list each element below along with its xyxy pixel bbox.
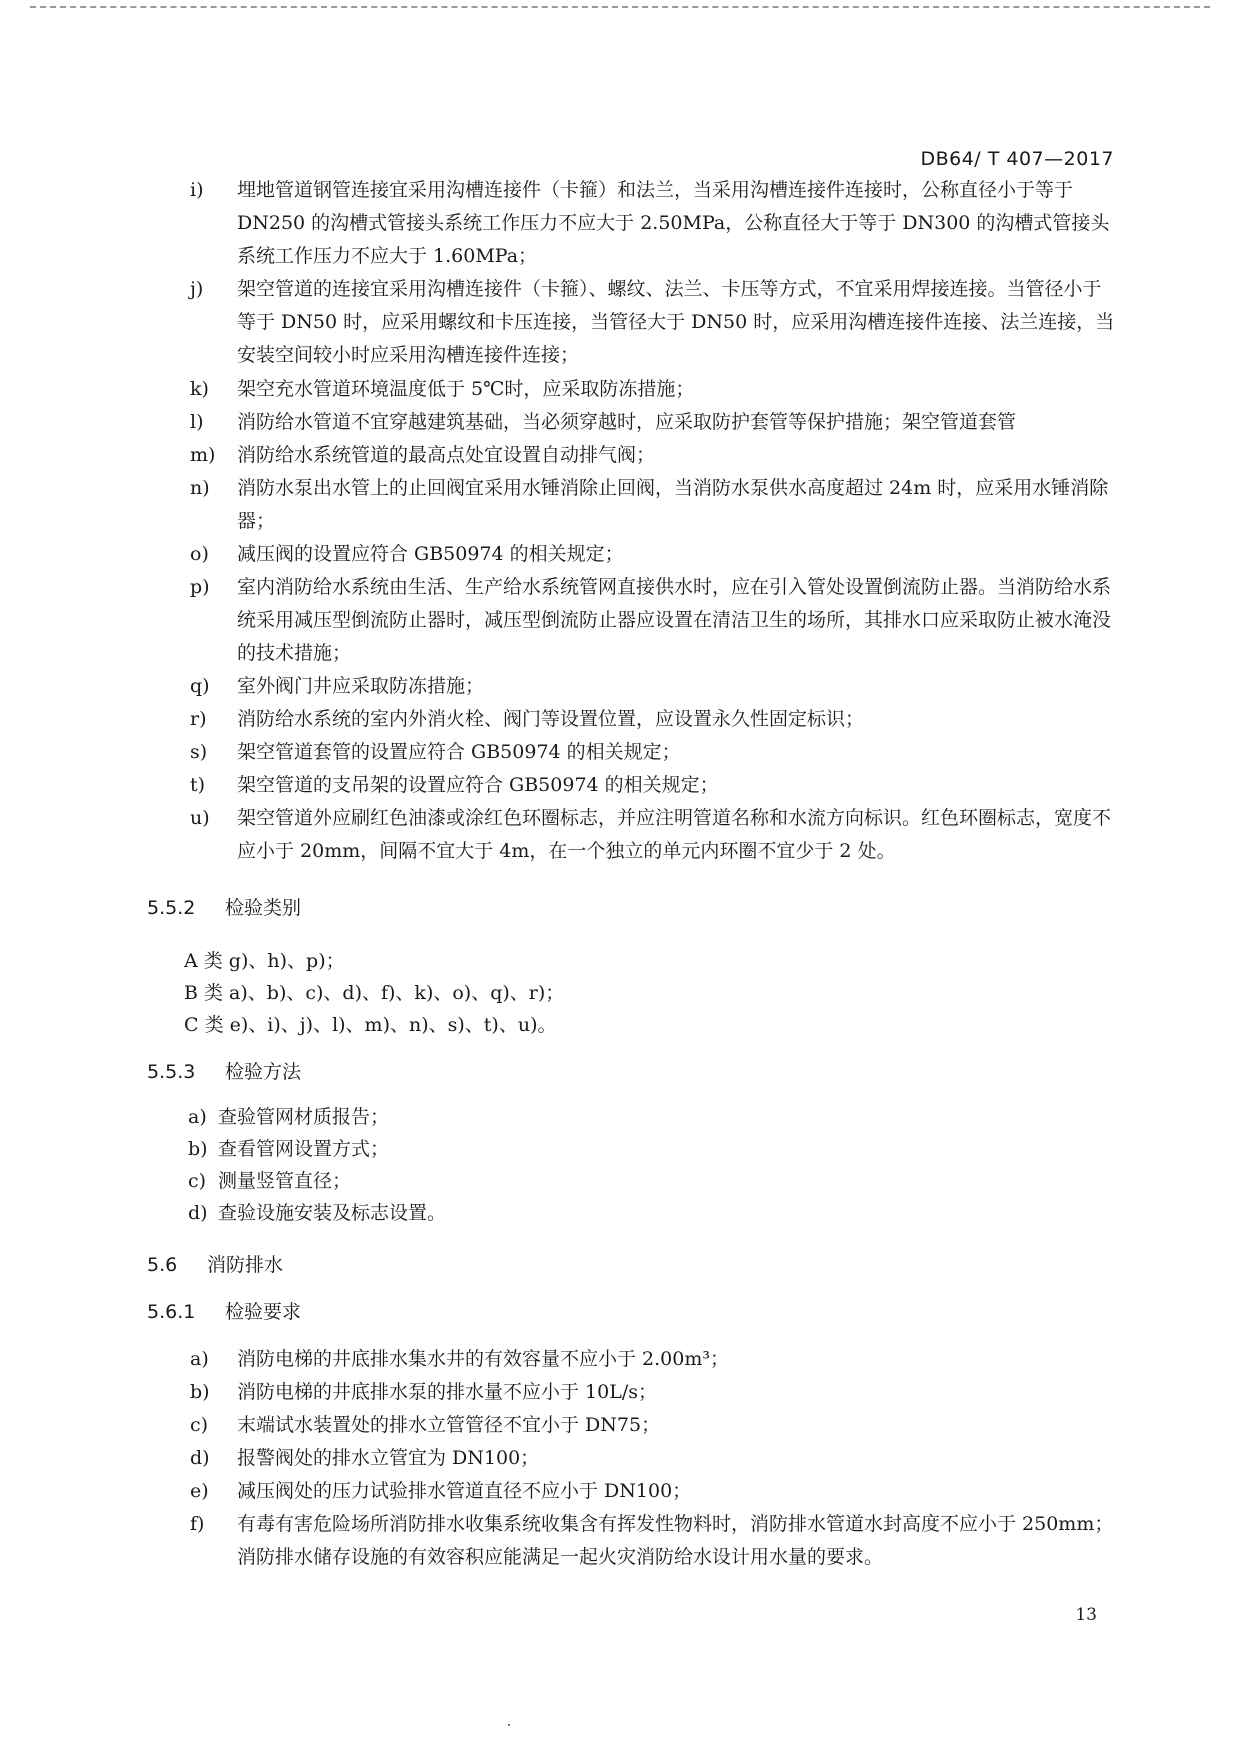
list-marker: l) xyxy=(190,411,204,433)
section-number: 5.5.2 xyxy=(147,897,196,919)
list-text: 减压阀处的压力试验排水管道直径不应小于 DN100； xyxy=(237,1480,692,1502)
list-text: 末端试水装置处的排水立管管径不宜小于 DN75； xyxy=(237,1414,661,1436)
list-marker: d) xyxy=(188,1202,208,1224)
section-heading-5-5-2 xyxy=(147,893,301,923)
list-text: 报警阀处的排水立管宜为 DN100； xyxy=(237,1447,540,1469)
requirement-item-c xyxy=(190,1409,1116,1442)
list-marker: n) xyxy=(190,477,210,499)
list-text: 室外阀门井应采取防冻措施； xyxy=(237,675,485,697)
list-marker: b) xyxy=(188,1138,208,1160)
method-item-b xyxy=(188,1133,389,1165)
list-text: 减压阀的设置应符合 GB50974 的相关规定； xyxy=(237,543,624,565)
list-marker: d) xyxy=(190,1447,210,1469)
list-text: 架空管道的支吊架的设置应符合 GB50974 的相关规定； xyxy=(237,774,719,796)
method-item-c xyxy=(188,1165,351,1197)
list-text: 架空管道的连接宜采用沟槽连接件（卡箍）、螺纹、法兰、卡压等方式，不宜采用焊接连接。当管径小于等于 DN50 时，应采用螺纹和卡压连接，当管径大于 DN50 时，应采用沟槽连接件连接、法兰连接，当安装空间较小时应采用沟槽连接件连接； xyxy=(237,278,1115,366)
list-text: 测量竖管直径； xyxy=(218,1170,352,1192)
list-item-q xyxy=(190,670,1116,703)
requirement-item-f xyxy=(190,1508,1116,1574)
list-marker: a) xyxy=(188,1106,207,1128)
list-text: 查验设施安装及标志设置。 xyxy=(218,1202,447,1224)
method-item-d xyxy=(188,1197,446,1229)
section-title: 检验要求 xyxy=(225,1301,302,1323)
list-text: 查验管网材质报告； xyxy=(218,1106,390,1128)
document-code: DB64/ T 407—2017 xyxy=(920,148,1114,170)
list-marker: j) xyxy=(190,278,204,300)
section-heading-5-6 xyxy=(147,1250,283,1280)
list-marker: r) xyxy=(190,708,207,730)
list-item-i xyxy=(190,174,1116,273)
list-text: 室内消防给水系统由生活、生产给水系统管网直接供水时，应在引入管处设置倒流防止器。当消防给水系统采用减压型倒流防止器时，减压型倒流防止器应设置在清洁卫生的场所，其排水口应采取防止被水淹没的技术措施； xyxy=(237,576,1112,664)
list-marker: s) xyxy=(190,741,208,763)
requirement-item-d xyxy=(190,1442,1116,1475)
list-text: 查看管网设置方式； xyxy=(218,1138,390,1160)
list-marker: p) xyxy=(190,576,210,598)
scan-top-rule xyxy=(30,6,1210,8)
list-marker: b) xyxy=(190,1381,210,1403)
section-heading-5-5-3 xyxy=(147,1057,301,1087)
list-item-j xyxy=(190,273,1116,372)
category-line-b: B 类 a)、b)、c)、d)、f)、k)、o)、q)、r)； xyxy=(184,982,565,1004)
list-item-s xyxy=(190,736,1116,769)
list-text: 消防电梯的井底排水集水井的有效容量不应小于 2.00m³； xyxy=(237,1348,729,1370)
method-item-a xyxy=(188,1101,389,1133)
requirement-item-b xyxy=(190,1376,1116,1409)
list-text: 架空管道套管的设置应符合 GB50974 的相关规定； xyxy=(237,741,681,763)
list-item-k xyxy=(190,373,1116,406)
list-marker: m) xyxy=(190,444,216,466)
list-text: 埋地管道钢管连接宜采用沟槽连接件（卡箍）和法兰，当采用沟槽连接件连接时，公称直径小于等于 DN250 的沟槽式管接头系统工作压力不应大于 2.50MPa，公称直径大于等于 DN300 的沟槽式管接头系统工作压力不应大于 1.60MPa； xyxy=(237,179,1110,267)
list-text: 有毒有害危险场所消防排水收集系统收集含有挥发性物料时，消防排水管道水封高度不应小于 250mm；消防排水储存设施的有效容积应能满足一起火灾消防给水设计用水量的要求。 xyxy=(237,1513,1114,1568)
list-marker: a) xyxy=(190,1348,209,1370)
category-line-a: A 类 g)、h)、p)； xyxy=(184,950,345,972)
list-item-t xyxy=(190,769,1116,802)
section-title: 检验类别 xyxy=(225,897,302,919)
section-heading-5-6-1 xyxy=(147,1297,301,1327)
section-title: 消防排水 xyxy=(207,1254,284,1276)
section-number: 5.6.1 xyxy=(147,1301,196,1323)
list-item-r xyxy=(190,703,1116,736)
section-title: 检验方法 xyxy=(225,1061,302,1083)
category-line-c: C 类 e)、i)、j)、l)、m)、n)、s)、t)、u)。 xyxy=(184,1014,557,1036)
list-text: 消防水泵出水管上的止回阀宜采用水锤消除止回阀，当消防水泵供水高度超过 24m 时，应采用水锤消除器； xyxy=(237,477,1109,532)
list-item-u xyxy=(190,802,1116,868)
list-text: 消防给水系统的室内外消火栓、阀门等设置位置，应设置永久性固定标识； xyxy=(237,708,865,730)
list-marker: k) xyxy=(190,378,209,400)
list-item-o xyxy=(190,538,1116,571)
list-text: 消防给水系统管道的最高点处宜设置自动排气阀； xyxy=(237,444,656,466)
list-item-n xyxy=(190,472,1116,538)
list-marker: o) xyxy=(190,543,209,565)
list-marker: f) xyxy=(190,1513,205,1535)
section-number: 5.6 xyxy=(147,1254,178,1276)
requirement-item-a xyxy=(190,1343,1116,1376)
section-number: 5.5.3 xyxy=(147,1061,196,1083)
list-marker: c) xyxy=(190,1414,209,1436)
list-item-p xyxy=(190,571,1116,670)
list-text: 架空充水管道环境温度低于 5℃时，应采取防冻措施； xyxy=(237,378,695,400)
list-item-m xyxy=(190,439,1116,472)
list-marker: u) xyxy=(190,807,210,829)
page-number: 13 xyxy=(1075,1605,1097,1625)
list-item-l xyxy=(190,406,1116,439)
list-marker: i) xyxy=(190,179,204,201)
list-marker: t) xyxy=(190,774,206,796)
list-text: 架空管道外应刷红色油漆或涂红色环圈标志，并应注明管道名称和水流方向标识。红色环圈标志，宽度不应小于 20mm，间隔不宜大于 4m，在一个独立的单元内环圈不宜少于 2 处。 xyxy=(237,807,1112,862)
requirement-item-e xyxy=(190,1475,1116,1508)
list-marker: e) xyxy=(190,1480,209,1502)
list-text: 消防给水管道不宜穿越建筑基础，当必须穿越时，应采取防护套管等保护措施；架空管道套管 xyxy=(237,411,1017,433)
scan-speck xyxy=(508,1724,510,1726)
list-marker: q) xyxy=(190,675,210,697)
list-marker: c) xyxy=(188,1170,207,1192)
list-text: 消防电梯的井底排水泵的排水量不应小于 10L/s； xyxy=(237,1381,657,1403)
